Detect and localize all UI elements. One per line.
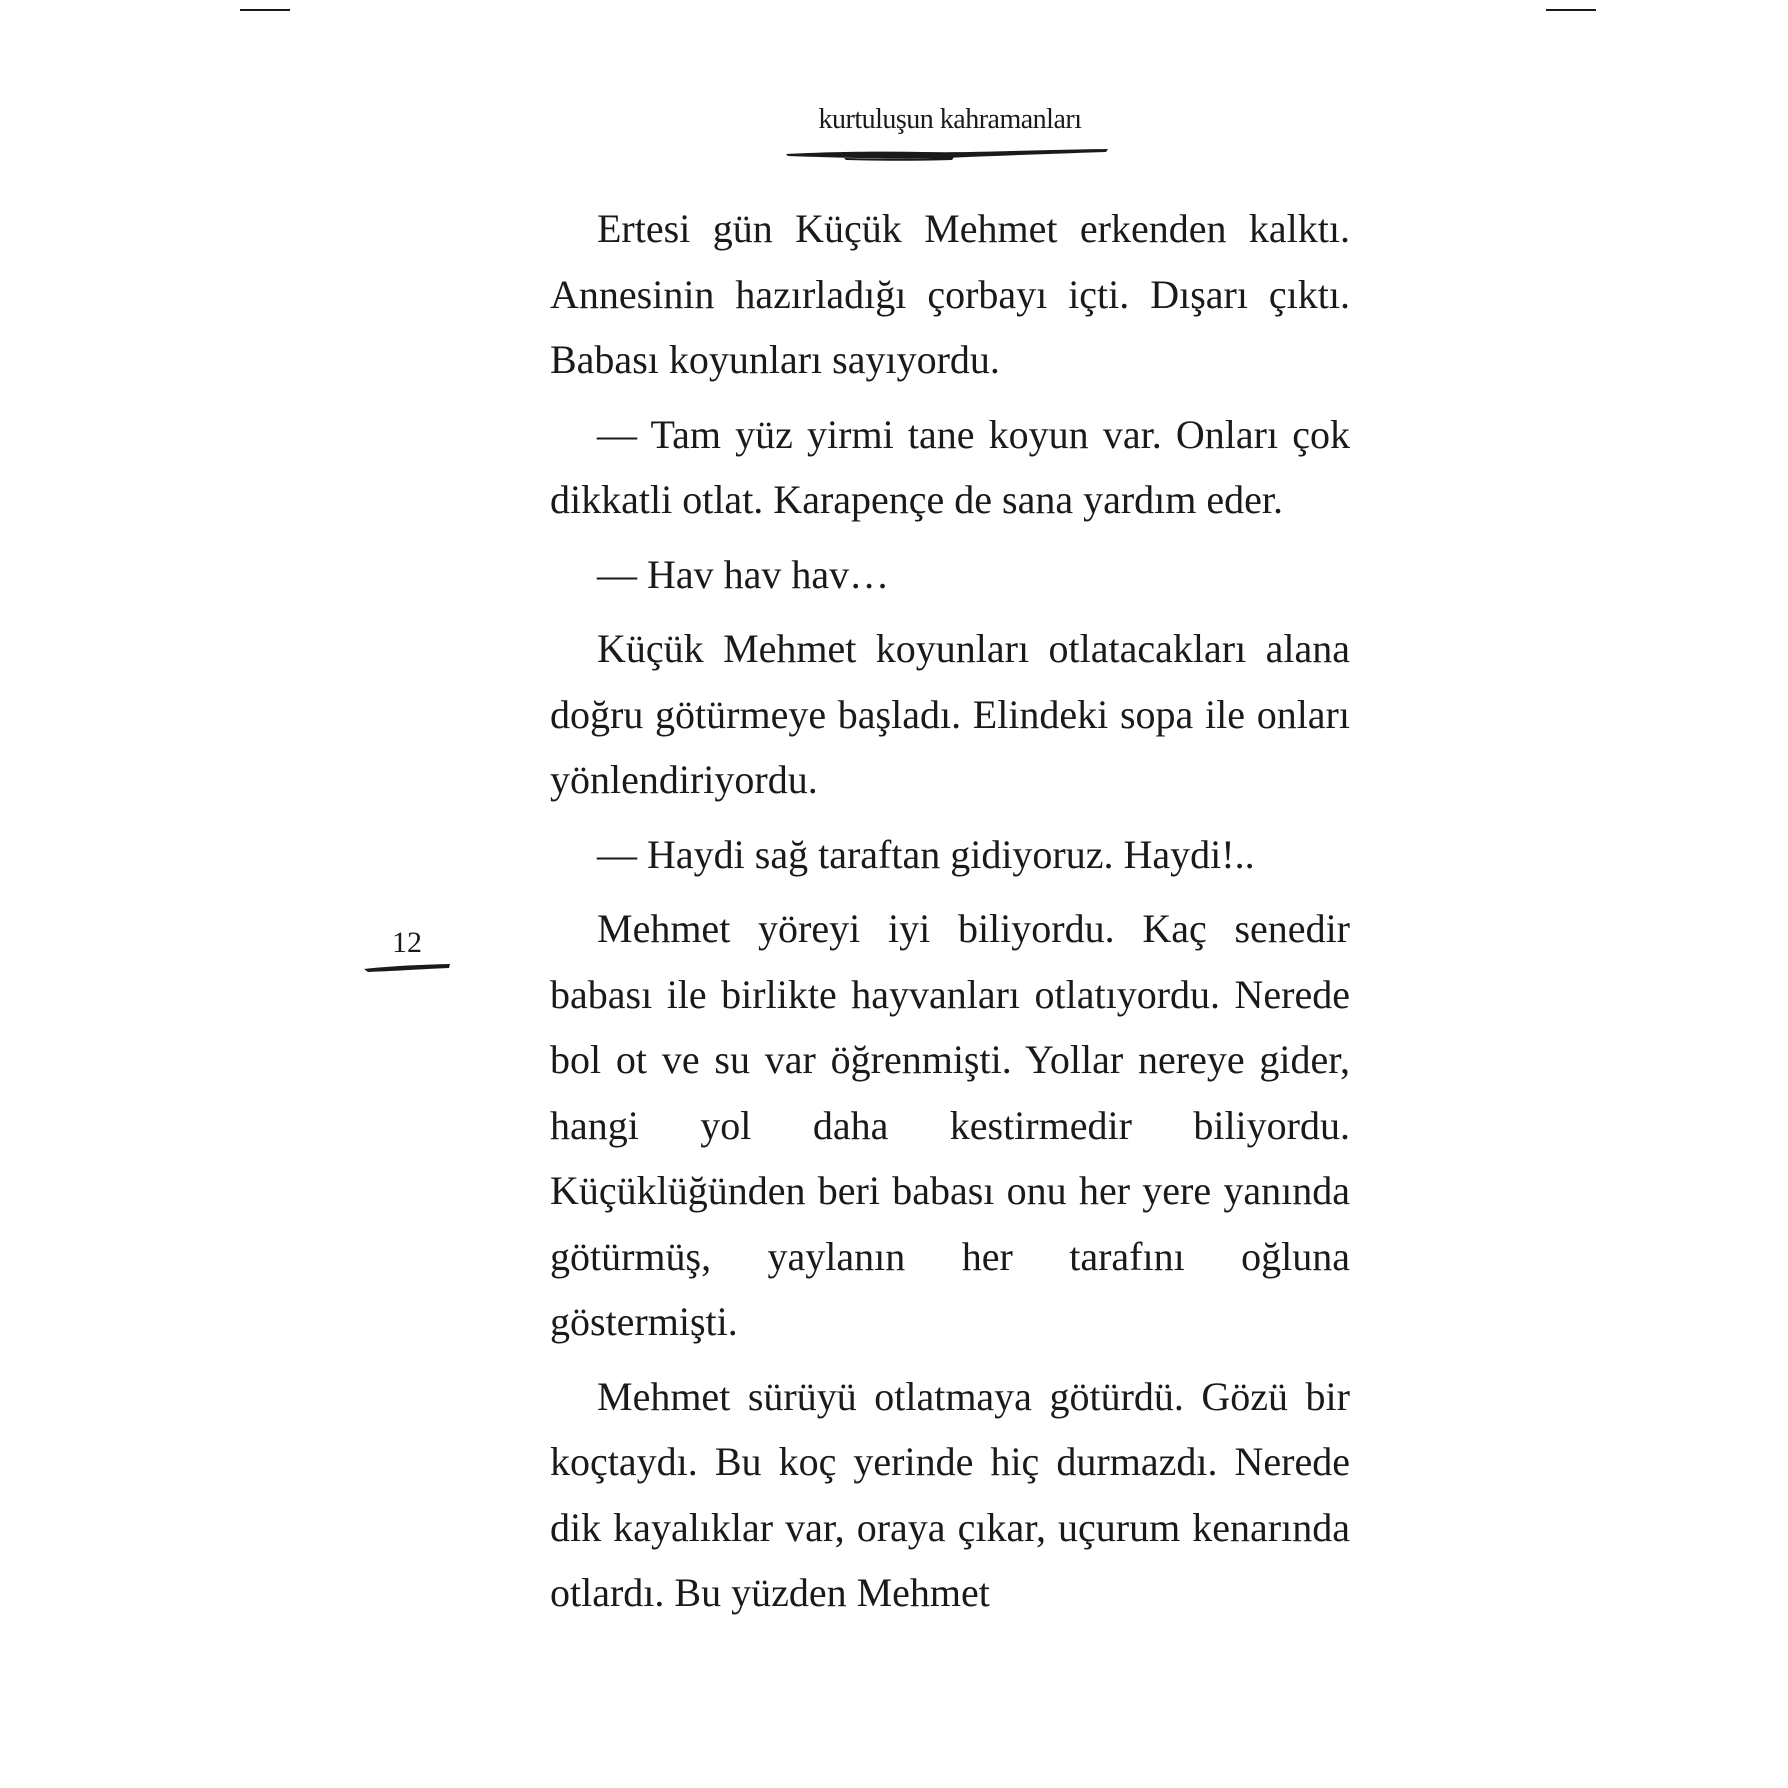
- paragraph-2-dialogue: — Tam yüz yirmi tane koyun var. Onları çok dikkatli otlat. Karapençe de sana yardım eder.: [550, 411, 1350, 522]
- paragraph-3-dialogue: — Hav hav hav…: [597, 551, 890, 597]
- paragraph-6: Mehmet yöreyi iyi biliyordu. Kaç senedir babası ile birlikte hayvanları otlatıyordu. Nerede bol ot ve su var öğrenmişti. Yollar nereye gider, hangi yol daha kestirmedir biliyordu. Küçüklüğünden beri babası onu her yere yanında götürmüş, yaylanın her tarafını oğluna göstermişti.: [550, 906, 1350, 1344]
- folio-brush-stroke-ornament: [362, 960, 452, 974]
- running-header: [700, 104, 1200, 136]
- crop-mark-left: [240, 9, 290, 11]
- body-text: [550, 196, 1350, 1635]
- paragraph-4: Küçük Mehmet koyunları otlatacakları alana doğru götürmeye başladı. Elindeki sopa ile onları yönlendiriyordu.: [550, 626, 1350, 802]
- paragraph-1: Ertesi gün Küçük Mehmet erkenden kalktı. Annesinin hazırladığı çorbayı içti. Dışarı çıktı. Babası koyunları sayıyordu.: [550, 206, 1350, 382]
- crop-mark-right: [1546, 9, 1596, 11]
- folio: [360, 928, 454, 958]
- paragraph-7: Mehmet sürüyü otlatmaya götürdü. Gözü bir koçtaydı. Bu koç yerinde hiç durmazdı. Nerede dik kayalıklar var, oraya çıkar, uçurum kenarında otlardı. Bu yüzden Mehmet: [550, 1373, 1350, 1615]
- page-number: 12: [392, 926, 422, 959]
- running-title: kurtuluşun kahramanları: [818, 104, 1082, 135]
- header-brush-stroke-ornament: [784, 146, 1110, 162]
- paragraph-5-dialogue: — Haydi sağ taraftan gidiyoruz. Haydi!..: [597, 831, 1255, 877]
